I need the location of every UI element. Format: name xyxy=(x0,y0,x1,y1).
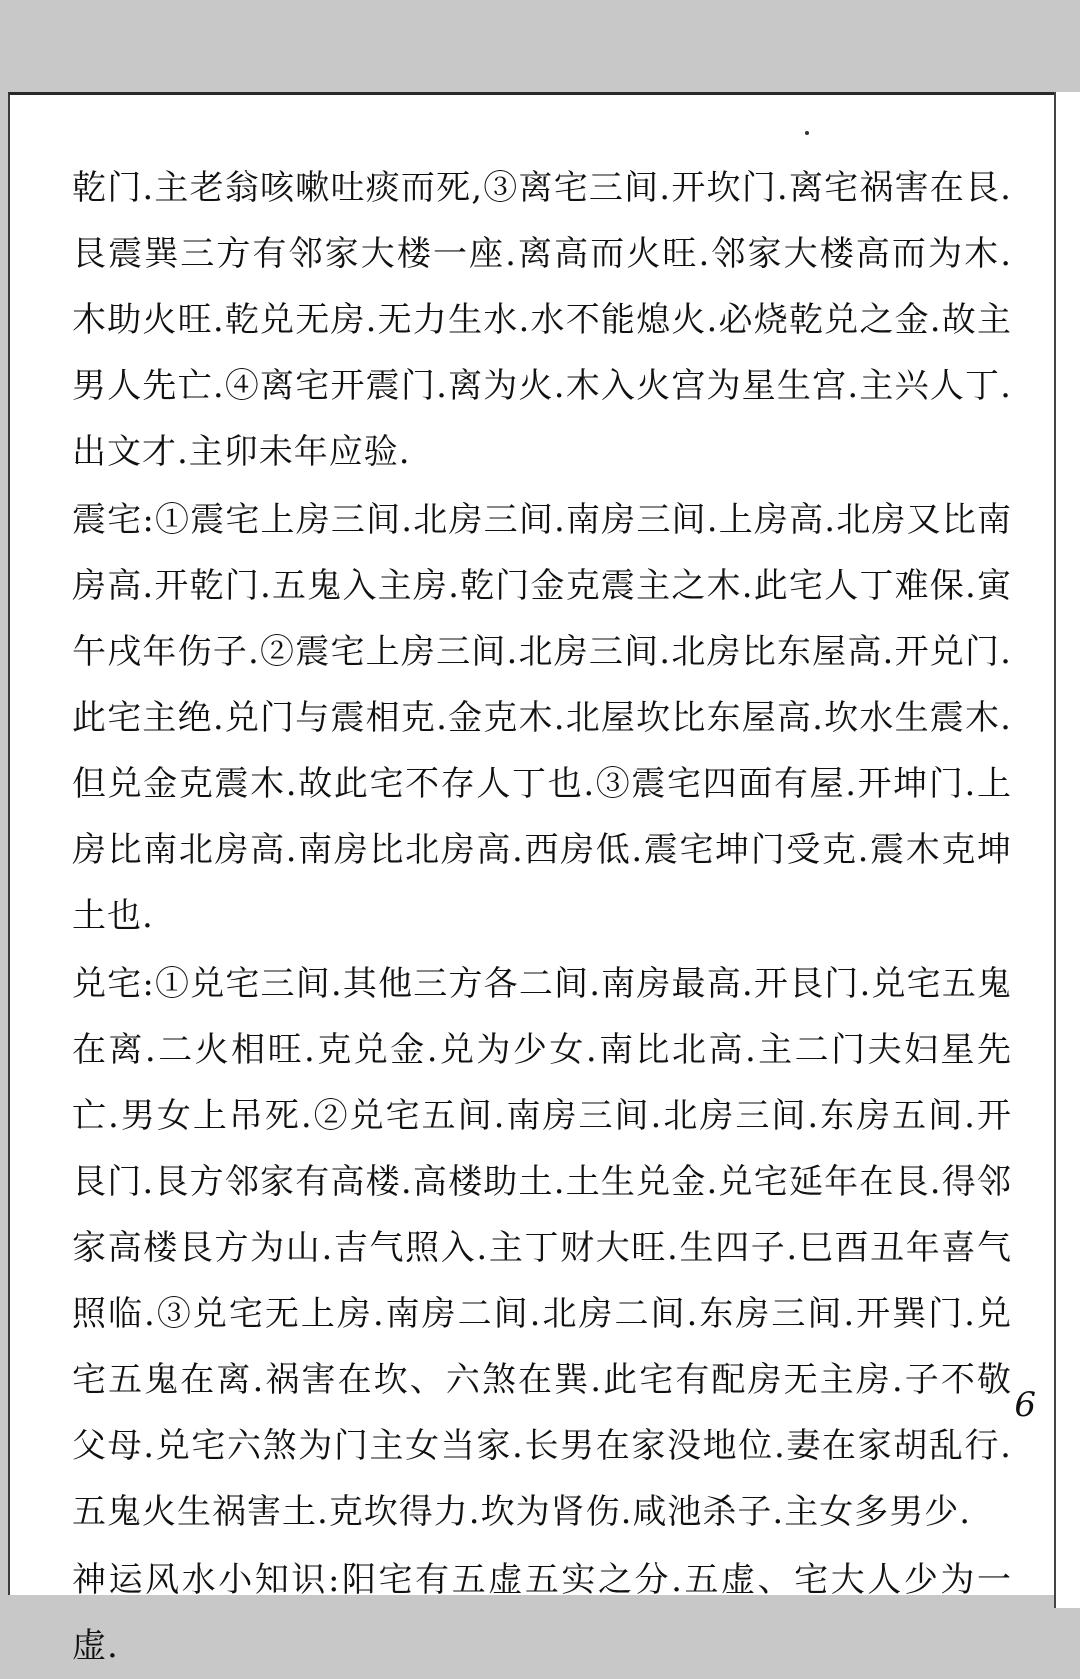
paper-right-edge xyxy=(1054,92,1080,1608)
paragraph-zhen-zhai: 震宅:①震宅上房三间.北房三间.南房三间.上房高.北房又比南房高.开乾门.五鬼入主房.乾门金克震主之木.此宅人丁难保.寅午戌年伤子.②震宅上房三间.北房三间.北房比东屋高.开兑门.此宅主绝.兑门与震相克.金克木.北屋坎比东屋高.坎水生震木.但兑金克震木.故此宅不存人丁也.③震宅四面有屋.开坤门.上房比南北房高.南房比北房高.西房低.震宅坤门受克.震木克坤土也. xyxy=(72,500,1012,936)
stray-ink-dot xyxy=(805,131,809,135)
paragraph-dui-zhai: 兑宅:①兑宅三间.其他三方各二间.南房最高.开艮门.兑宅五鬼在离.二火相旺.克兑金.兑为少女.南比北高.主二门夫妇星先亡.男女上吊死.②兑宅五间.南房三间.北房三间.东房五间.开艮门.艮方邻家有高楼.高楼助土.土生兑金.兑宅延年在艮.得邻家高楼艮方为山.吉气照入.主丁财大旺.生四子.巳酉丑年喜气照临.③兑宅无上房.南房二间.北房二间.东房三间.开巽门.兑宅五鬼在离.祸害在坎、六煞在巽.此宅有配房无主房.子不敬父母.兑宅六煞为门主女当家.长男在家没地位.妻在家胡乱行.五鬼火生祸害土.克坎得力.坎为肾伤.咸池杀子.主女多男少. xyxy=(72,964,1012,1532)
page-number: 6 xyxy=(1014,1385,1036,1425)
paragraph-fengshui-tip: 神运风水小知识:阳宅有五虚五实之分.五虚、宅大人少为一虚. xyxy=(72,1560,1012,1666)
paper-sheet xyxy=(8,92,1058,1666)
handwritten-text-body xyxy=(72,155,1012,1679)
paragraph-li-zhai-continued: 乾门.主老翁咳嗽吐痰而死,③离宅三间.开坎门.离宅祸害在艮.艮震巽三方有邻家大楼一座.离高而火旺.邻家大楼高而为木.木助火旺.乾兑无房.无力生水.水不能熄火.必烧乾兑之金.故主男人先亡.④离宅开震门.离为火.木入火宫为星生宫.主兴人丁.出文才.主卯未年应验. xyxy=(72,168,1012,472)
